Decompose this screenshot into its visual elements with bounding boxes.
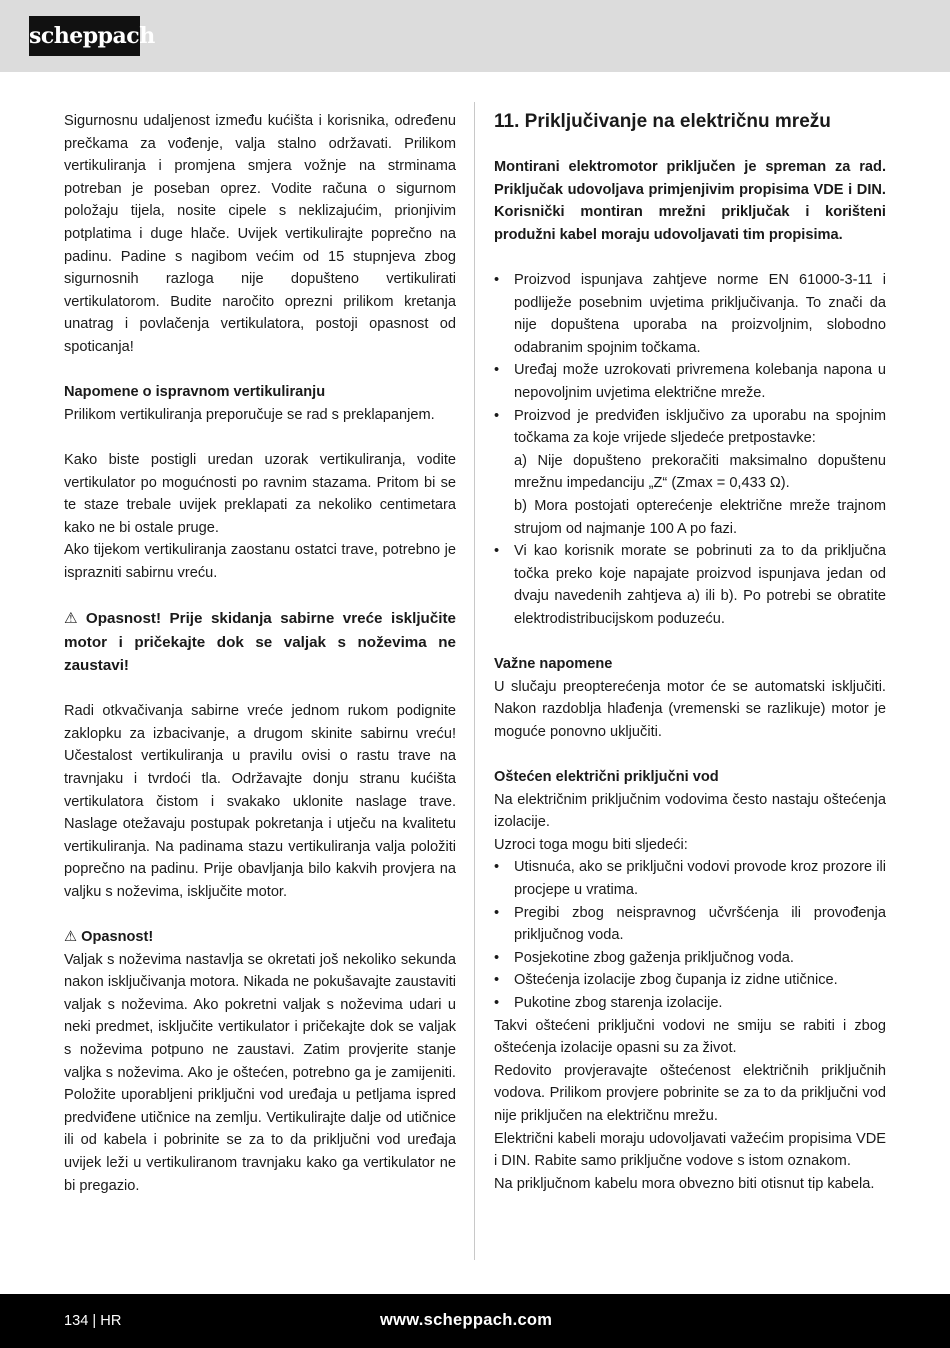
warning-block xyxy=(64,607,456,678)
paragraph: Takvi oštećeni priključni vodovi ne smiju se rabiti i zbog oštećenja izolacije opasni su za život. xyxy=(494,1017,886,1057)
warning-icon: ⚠ xyxy=(64,929,78,946)
intro-paragraph: Montirani elektromotor priključen je spreman za rad. Priključak udovoljava primjenjivim propisima VDE i DIN. Korisnički montiran mrežni priključak i korišteni produžni kabel moraju udovoljavati tim propisima. xyxy=(494,159,886,243)
page-footer xyxy=(0,1294,950,1348)
footer-separator: | xyxy=(92,1313,97,1329)
warning-heading xyxy=(64,926,456,949)
subheading-important: Važne napomene xyxy=(494,656,613,673)
subheading-damaged-cable: Oštećen električni priključni vod xyxy=(494,769,719,786)
list-item: • Proizvod ispunjava zahtjeve norme EN 61000-3-11 i podliježe posebnim uvjetima priključivanja. To znači da nije dopuštena uporaba na proizvoljnim, slobodno odabranim spojnim točkama. xyxy=(494,269,886,359)
page-number-block xyxy=(64,1310,121,1332)
subheading-notes: Napomene o ispravnom vertikuliranju xyxy=(64,384,326,401)
list-item-text: Proizvod je predviđen isključivo za uporabu na spojnim točkama za koje vrijede sljedeće pretpostavke: xyxy=(514,407,886,447)
page-header xyxy=(0,0,950,72)
paragraph: Uzroci toga mogu biti sljedeći: xyxy=(494,836,688,853)
page-number: 134 xyxy=(64,1313,89,1329)
list-item: • Pukotine zbog starenja izolacije. xyxy=(494,992,886,1015)
list-item: • Uređaj može uzrokovati privremena kolebanja napona u nepovoljnim uvjetima električne mreže. xyxy=(494,359,886,404)
requirements-list xyxy=(494,269,886,631)
paragraph: Ako tijekom vertikuliranja zaostanu ostatci trave, potrebno je isprazniti sabirnu vreću. xyxy=(64,542,456,581)
warning-text: Opasnost! Prije skidanja sabirne vreće isključite motor i pričekajte dok se valjak s noževima ne zaustavi! xyxy=(64,610,457,675)
sub-item-b: b) Mora postojati opterećenje električne mreže trajnom strujom od najmanje 100 A po fazi. xyxy=(514,497,886,537)
list-item xyxy=(494,405,886,541)
right-column xyxy=(494,110,886,1195)
paragraph: Redovito provjeravajte oštećenost električnih priključnih vodova. Prilikom provjere pobrinite se za to da priključni vod nije priključen na električnu mrežu. xyxy=(494,1062,886,1124)
paragraph: Radi otkvačivanja sabirne vreće jednom rukom podignite zaklopku za izbacivanje, a drugom skinite sabirnu vreću! Učestalost vertikuliranja u pravilu ovisi o rastu trave na travnjaku i tvrdoći tla. Održavajte donju stranu kućišta vertikulatora čistom i svakako uklonite naslage trave. Naslage otežavaju postupak pokretanja i utječu na kvalitetu vertikuliranja. Na padinama stazu vertikuliranja valja položiti poprečno na padinu. Prije obavljanja bilo kakvih provjera na valjku s noževima, isključite motor. xyxy=(64,703,456,900)
paragraph: Na priključnom kabelu mora obvezno biti otisnut tip kabela. xyxy=(494,1175,875,1192)
scheppach-logo: scheppach xyxy=(29,16,140,56)
paragraph: Valjak s noževima nastavlja se okretati još nekoliko sekunda nakon isključivanja motora. Nikada ne pokušavajte zaustaviti valjak s noževima. Ako pokretni valjak s noževima udari u neki predmet, isključite vertikulator i pričekajte dok se valjak s noževima potpuno ne zaustavi. Zatim provjerite stanje valjka s noževima. Ako je oštećen, potrebno ga je zamijeniti. Položite uporabljeni priključni vod uređaja u petljama ispred predviđene utičnice na zemlju. Vertikulirajte dalje od utičnice ili od kabela i pobrinite se za to da priključni vod uređaja uvijek leži u vertikuliranom travnjaku kako ga vertikulator ne bi pregazio. xyxy=(64,951,456,1194)
list-item: • Oštećenja izolacije zbog čupanja iz zidne utičnice. xyxy=(494,969,886,992)
warning-icon: ⚠ xyxy=(64,610,82,628)
list-item: • Vi kao korisnik morate se pobrinuti za to da priključna točka preko koje napajate proizvod ispunjava jedan od dvaju navedenih zahtjeva a) ili b). Po potrebi se obratite elektrodistribucijskom poduzeću. xyxy=(494,540,886,630)
paragraph: Na električnim priključnim vodovima često nastaju oštećenja izolacije. xyxy=(494,791,886,831)
language-code: HR xyxy=(100,1313,122,1329)
paragraph: Prilikom vertikuliranja preporučuje se rad s preklapanjem. xyxy=(64,406,435,423)
warning-text: Opasnost! xyxy=(81,929,154,946)
sub-item-a: a) Nije dopušteno prekoračiti maksimalno dopuštenu mrežnu impedanciju „Z“ (Zmax = 0,433 Ω). xyxy=(514,452,886,492)
causes-list xyxy=(494,856,886,1014)
section-title: 11. Priključivanje na električnu mrežu xyxy=(494,111,831,132)
website-link[interactable]: www.scheppach.com xyxy=(380,1311,553,1329)
paragraph: Električni kabeli moraju udovoljavati važećim propisima VDE i DIN. Rabite samo priključne vodove s istom oznakom. xyxy=(494,1130,886,1170)
list-item: • Posjekotine zbog gaženja priključnog voda. xyxy=(494,947,886,970)
left-column xyxy=(64,110,456,1197)
paragraph: U slučaju preopterećenja motor će se automatski isključiti. Nakon razdoblja hlađenja (vremenski se razlikuje) motor je moguće ponovno uključiti. xyxy=(494,678,886,740)
column-divider xyxy=(474,102,475,1260)
paragraph: Kako biste postigli uredan uzorak vertikuliranja, vodite vertikulator po mogućnosti po ravnim stazama. Pritom bi se te staze trebale uvijek preklapati za nekoliko centimetara kako ne bi ostale pruge. xyxy=(64,451,456,536)
list-item: • Utisnuća, ako se priključni vodovi provode kroz prozore ili procjepe u vratima. xyxy=(494,856,886,901)
list-item: • Pregibi zbog neispravnog učvršćenja ili provođenja priključnog voda. xyxy=(494,902,886,947)
paragraph: Sigurnosnu udaljenost između kućišta i korisnika, određenu prečkama za vođenje, valja stalno održavati. Prilikom vertikuliranja i promjena smjera vožnje na strminama potreban je poseban oprez. Vodite računa o sigurnom položaju tijela, nosite cipele s neklizajućim, prionjivim potplatima i duge hlače. Uvijek vertikulirajte poprečno na padinu. Padine s nagibom većim od 15 stupnjeva zbog sigurnosnih razloga nije dopušteno vertikulirati vertikulatorom. Budite naročito oprezni prilikom kretanja unatrag i povlačenja vertikulatora, postoji opasnost od spoticanja! xyxy=(64,113,456,355)
